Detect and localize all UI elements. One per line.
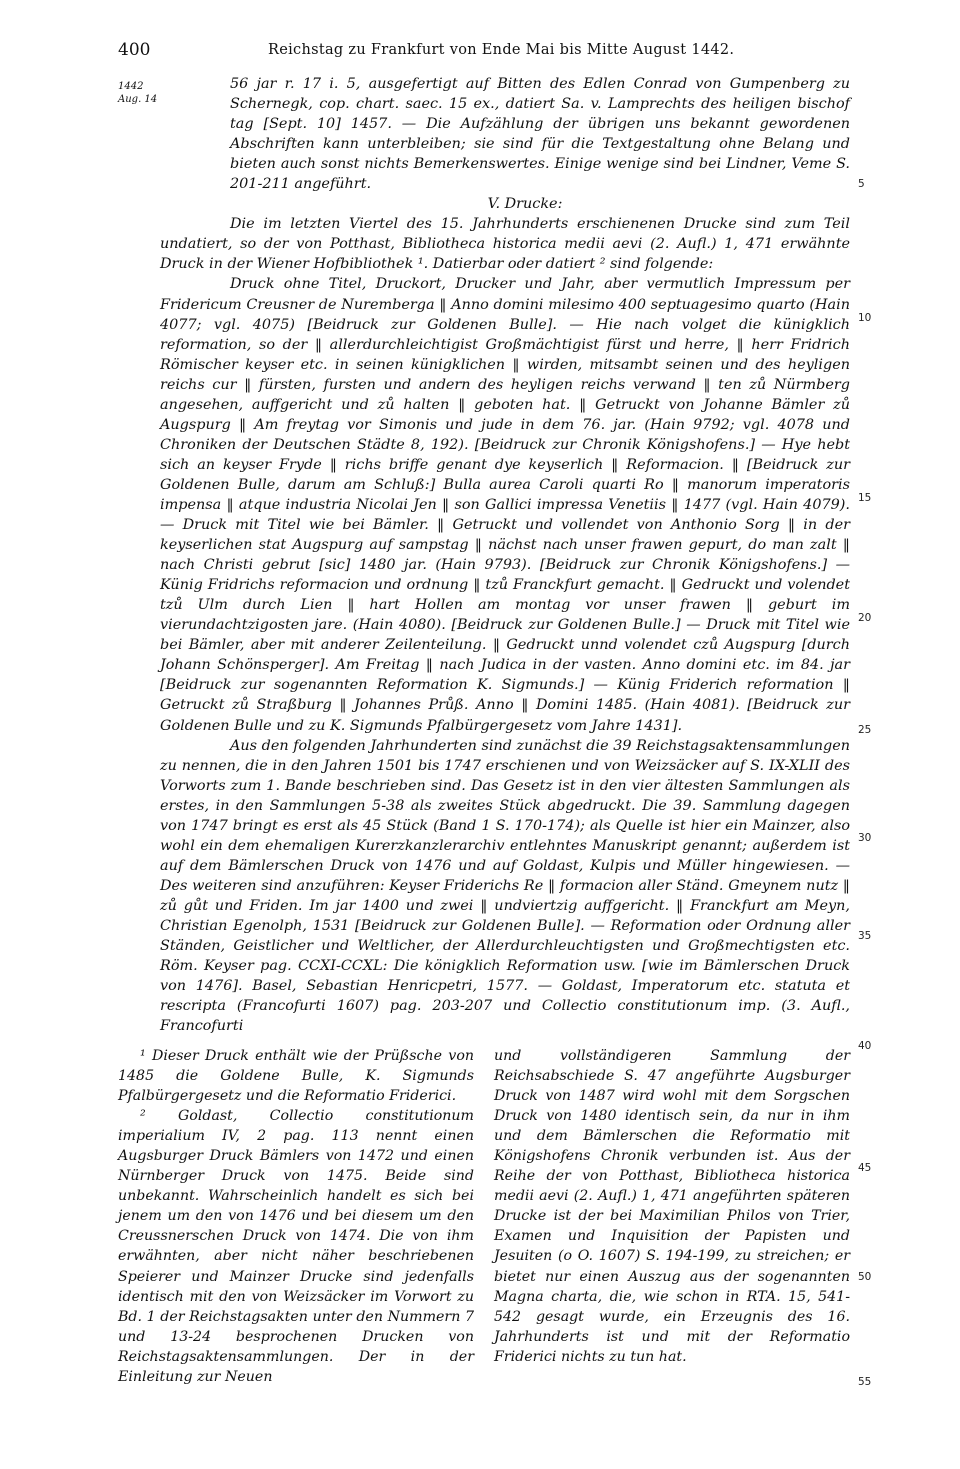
line-number: 15	[858, 492, 872, 504]
paragraph: Druck ohne Titel, Druckort, Drucker und Jahr, aber vermutlich Impressum per Fridericum Creusner de Nuremberga ‖ Anno domini milesimo 400 septuagesimo quarto (Hain 4077; vgl. 4075) [Beidruck zur Goldenen Bulle]. — Hie nach volget die künigklich reformation, so der ‖ allerdurchleichtigist Großmächtigist fürst und herre, ‖ herr Fridrich Römischer keyser etc. in seinen künigklichen ‖ wirden, mitsambt seinen und des heyligen reichs cur ‖ fürsten, fursten und andern des heyligen reichs verwand ‖ ten zů Nürmberg angesehen, auffgericht und zů halten ‖ geboten hat. ‖ Getruckt von Johanne Bämler zů Augspurg ‖ Am freytag vor Simonis und jude in dem 76. jar. (Hain 9792; vgl. 4078 und Chroniken der Deutschen Städte 8, 192). [Beidruck zur Chronik Königshofens.] — Hye hebt sich an keyser Fryde ‖ richs briffe genant dye keyserlich ‖ Reformacion. ‖ [Beidruck zur Goldenen Bulle, darum am Schluß:] Bulla aurea Caroli quarti Ro ‖ manorum imperatoris impensa ‖ atque industria Nicolai Jen ‖ son Gallici impressa Venetiis ‖ 1477 (vgl. Hain 4079). — Druck mit Titel wie bei Bämler. ‖ Getruckt und vollendet von Anthonio Sorg ‖ in der keyserlichen stat Augspurg auf sampstag ‖ nächst nach unser frawen gepurt, do man zalt ‖ nach Christi gebrut [sic] 1480 jar. (Hain 9793). [Beidruck zur Chronik Königshofens.] — Künig Fridrichs reformacion und ordnung ‖ tzů Franckfurt gemacht. ‖ Gedruckt und volendet tzů Ulm durch Lien ‖ hart Hollen am montag vor unser frawen ‖ geburt im vierundachtzigosten jare. (Hain 4080). [Beidruck zur Goldenen Bulle.] — Druck mit Titel wie bei Bämler, aber mit anderer Zeilenteilung. ‖ Gedruckt unnd volendet czů Augspurg [durch Johann Schönsperger]. Am Freitag ‖ nach Judica in der vasten. Anno domini etc. im 84. jar [Beidruck zur sogenannten Reformation K. Sigmunds.] — Künig Friderich reformation ‖ Getruckt zů Straßburg ‖ Johannes Průß. Anno ‖ Domini 1485. (Hain 4081). [Beidruck zur Goldenen Bulle und zu K. Sigmunds Pfalbürgergesetz vom Jahre 1431].	[160, 276, 850, 734]
paragraph: Aus den folgenden Jahrhunderten sind zunächst die 39 Reichstagsaktensammlungen zu nennen, die in den Jahren 1501 bis 1747 erschienen und von Weizsäcker auf S. IX-XLII des Vorworts zum 1. Bande beschrieben sind. Das Gesetz ist in den vier ältesten Sammlungen als erstes, in den Sammlungen 5-38 als zweites Stück abgedruckt. Die 39. Sammlung dagegen von 1747 bringt es erst als 45 Stück (Band 1 S. 170-174); als Quelle ist hier ein Mainzer, also wohl ein dem ehemaligen Kurerzkanzlerarchiv entlehntes Manuskript genannt; außerdem ist auf dem Bämlerschen Druck von 1476 und auf Goldast, Kulpis und Müller hingewiesen. — Des weiteren sind anzuführen: Keyser Friderichs Re ‖ formacion aller Ständ. Gmeynem nutz ‖ zů gůt und Friden. Im jar 1400 und zwei ‖ undviertzig auffgericht. ‖ Franckfurt am Meyn, Christian Egenolph, 1531 [Beidruck zur Goldenen Bulle]. — Reformation oder Ordnung aller Ständen, Geistlicher und Weltlicher, der Allerdurchleuchtigsten und Großmechtigsten etc. Röm. Keyser pag. CCXI-CCXL: Die königklich Reformation usw. [wie im Bämlerschen Druck von 1476]. Basel, Sebastian Henricpetri, 1577. — Goldast, Imperatorum etc. statuta et rescripta (Francofurti 1607) pag. 203-207 und Collectio constitutionum imp. (3. Aufl., Francofurti	[160, 737, 850, 1035]
running-title: Reichstag zu Frankfurt von Ende Mai bis Mitte August 1442.	[268, 42, 735, 58]
main-text	[160, 74, 850, 1036]
margin-year: 1442	[118, 81, 144, 92]
footnote-column-left	[118, 1046, 474, 1387]
footnote-2-continued: und vollständigeren Sammlung der Reichsabschiede S. 47 angeführte Augsburger Druck von 1487 wird wohl mit dem Sorgschen Druck von 1480 identisch sein, da nur in ihm und dem Bämlerschen die Reformatio mit Königshofens Chronik verbunden ist. Aus der Reihe der von Potthast, Bibliotheca historica medii aevi (2. Aufl.) 1, 471 angeführten späteren Drucke ist der bei Maximilian Philos von Trier, Examen und Inquisition der Papisten und Jesuiten (o O. 1607) S. 194-199, zu streichen; er bietet nur einen Auszug aus der sogenannten Magna charta, die, wie schon in RTA. 15, 541-542 gesagt wurde, ein Erzeugnis des 16. Jahrhunderts ist und mit der Reformatio Friderici nichts zu tun hat.	[494, 1048, 850, 1365]
line-number: 10	[858, 312, 872, 324]
line-number: 20	[858, 612, 872, 624]
line-number: 45	[858, 1162, 872, 1174]
paragraph: Die im letzten Viertel des 15. Jahrhunderts erschienenen Drucke sind zum Teil undatiert, so der von Potthast, Bibliotheca historica medii aevi (2. Aufl.) 1, 471 erwähnte Druck in der Wiener Hofbibliothek ¹. Datierbar oder datiert ² sind folgende:	[160, 216, 850, 273]
footnotes	[118, 1046, 850, 1386]
footnote-2: ² Goldast, Collectio constitutionum imperialium IV, 2 pag. 113 nennt einen Augsburger Druck Bämlers von 1472 und einen Nürnberger Druck von 1475. Beide sind unbekannt. Wahrscheinlich handelt es sich bei jenem um den von 1476 und bei diesem um den Creussnerschen Druck von 1474. Die von ihm erwähnten, aber nicht näher beschriebenen Speierer und Mainzer Drucke sind jedenfalls identisch mit den von Weizsäcker im Vorwort zu Bd. 1 der Reichstagsakten unter den Nummern 7 und 13-24 besprochenen Drucken von Reichstagsaktensammlungen. Der in der Einleitung zur Neuen	[118, 1108, 474, 1385]
page-number: 400	[118, 40, 151, 60]
line-number: 25	[858, 724, 872, 736]
line-number: 50	[858, 1271, 872, 1283]
margin-date-note	[118, 80, 157, 106]
page-header	[118, 40, 878, 64]
section-heading: V. Drucke:	[487, 196, 563, 213]
footnote-column-right	[494, 1046, 850, 1367]
line-number: 55	[858, 1376, 872, 1388]
margin-day: Aug. 14	[118, 94, 158, 105]
line-number: 40	[858, 1040, 872, 1052]
line-number: 5	[858, 178, 865, 190]
line-number: 30	[858, 832, 872, 844]
footnote-1: ¹ Dieser Druck enthält wie der Prüßsche von 1485 die Goldene Bulle, K. Sigmunds Pfalbürgergesetz und die Reformatio Friderici.	[118, 1048, 474, 1105]
intro-paragraph: 56 jar r. 17 i. 5, ausgefertigt auf Bitten des Edlen Conrad von Gumpenberg zu Schernegk, cop. chart. saec. 15 ex., datiert Sa. v. Lamprechts des heiligen bischof tag [Sept. 10] 1457. — Die Aufzählung der übrigen uns bekannt gewordenen Abschriften kann unterbleiben; sie sind für die Textgestaltung ohne Belang und bieten auch sonst nichts Bemerkenswertes. Einige wenige sind bei Lindner, Veme S. 201-211 angeführt.	[230, 76, 850, 193]
line-number: 35	[858, 930, 872, 942]
